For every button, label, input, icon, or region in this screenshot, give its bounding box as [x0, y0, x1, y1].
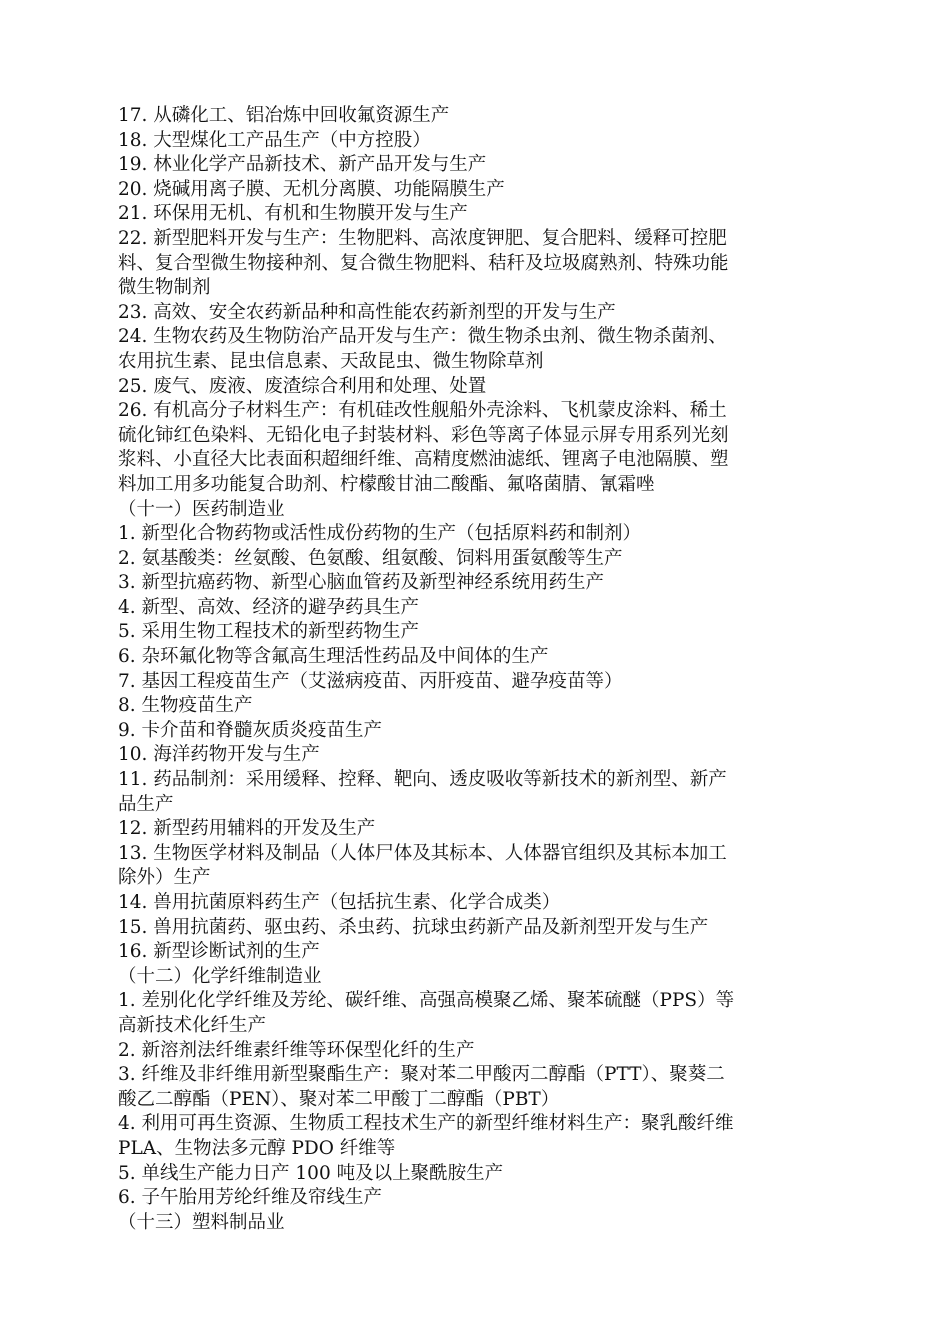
text-line: 高新技术化纤生产 [118, 1014, 267, 1036]
text-line: 4. 新型、高效、经济的避孕药具生产 [118, 596, 420, 618]
text-line: 19. 林业化学产品新技术、新产品开发与生产 [118, 154, 487, 176]
text-line: 12. 新型药用辅料的开发及生产 [118, 818, 376, 840]
text-line: 品生产 [118, 793, 174, 815]
text-line: 8. 生物疫苗生产 [118, 695, 253, 717]
text-line: 6. 杂环氟化物等含氟高生理活性药品及中间体的生产 [118, 646, 549, 668]
text-line: 6. 子午胎用芳纶纤维及帘线生产 [118, 1187, 383, 1209]
text-line: 1. 差别化化学纤维及芳纶、碳纤维、高强高模聚乙烯、聚苯硫醚（PPS）等 [118, 990, 735, 1012]
text-line: 23. 高效、安全农药新品种和高性能农药新剂型的开发与生产 [118, 301, 616, 323]
section-heading: （十二）化学纤维制造业 [118, 965, 322, 987]
text-line: 料、复合型微生物接种剂、复合微生物肥料、秸秆及垃圾腐熟剂、特殊功能 [118, 252, 729, 274]
text-line: 16. 新型诊断试剂的生产 [118, 941, 320, 963]
text-line: 7. 基因工程疫苗生产（艾滋病疫苗、丙肝疫苗、避孕疫苗等） [118, 670, 623, 692]
text-line: 微生物制剂 [118, 277, 211, 299]
text-line: 2. 氨基酸类：丝氨酸、色氨酸、组氨酸、饲料用蛋氨酸等生产 [118, 547, 623, 569]
text-line: 硫化铈红色染料、无铅化电子封装材料、彩色等离子体显示屏专用系列光刻 [118, 424, 729, 446]
text-line: 14. 兽用抗菌原料药生产（包括抗生素、化学合成类） [118, 892, 561, 913]
text-line: 18. 大型煤化工产品生产（中方控股） [118, 129, 431, 151]
text-line: 酸乙二醇酯（PEN）、聚对苯二甲酸丁二醇酯（PBT） [118, 1088, 560, 1110]
document-body [118, 104, 836, 1235]
text-line: 15. 兽用抗菌药、驱虫药、杀虫药、抗球虫药新产品及新剂型开发与生产 [118, 916, 709, 938]
text-line: 农用抗生素、昆虫信息素、天敌昆虫、微生物除草剂 [118, 350, 544, 372]
text-line: 25. 废气、废液、废渣综合利用和处理、处置 [118, 375, 487, 397]
text-line: 5. 单线生产能力日产 100 吨及以上聚酰胺生产 [118, 1162, 504, 1184]
text-line: 5. 采用生物工程技术的新型药物生产 [118, 621, 420, 643]
section-heading: （十一）医药制造业 [118, 498, 285, 520]
text-line: 22. 新型肥料开发与生产：生物肥料、高浓度钾肥、复合肥料、缓释可控肥 [118, 227, 727, 249]
text-line: 26. 有机高分子材料生产：有机硅改性舰船外壳涂料、飞机蒙皮涂料、稀土 [118, 400, 727, 422]
text-line: 除外）生产 [118, 867, 211, 889]
text-line: 3. 新型抗癌药物、新型心脑血管药及新型神经系统用药生产 [118, 572, 605, 594]
text-line: 浆料、小直径大比表面积超细纤维、高精度燃油滤纸、锂离子电池隔膜、塑 [118, 449, 729, 471]
text-line: 20. 烧碱用离子膜、无机分离膜、功能隔膜生产 [118, 178, 505, 200]
text-line: 4. 利用可再生资源、生物质工程技术生产的新型纤维材料生产：聚乳酸纤维 [118, 1113, 734, 1135]
text-line: 21. 环保用无机、有机和生物膜开发与生产 [118, 203, 468, 225]
text-line: 9. 卡介苗和脊髓灰质炎疫苗生产 [118, 719, 383, 741]
text-line: 1. 新型化合物药物或活性成份药物的生产（包括原料药和制剂） [118, 523, 642, 545]
text-line: 10. 海洋药物开发与生产 [118, 744, 320, 766]
section-heading: （十三）塑料制品业 [118, 1211, 285, 1233]
text-line: 17. 从磷化工、铝冶炼中回收氟资源生产 [118, 105, 450, 126]
text-line: 3. 纤维及非纤维用新型聚酯生产：聚对苯二甲酸丙二醇酯（PTT）、聚葵二 [118, 1064, 725, 1086]
text-line: 料加工用多功能复合助剂、柠檬酸甘油二酸酯、氟咯菌腈、氰霜唑 [118, 473, 655, 495]
text-line: PLA、生物法多元醇 PDO 纤维等 [118, 1137, 396, 1159]
text-line: 24. 生物农药及生物防治产品开发与生产：微生物杀虫剂、微生物杀菌剂、 [118, 326, 727, 348]
text-line: 2. 新溶剂法纤维素纤维等环保型化纤的生产 [118, 1039, 475, 1061]
text-line: 13. 生物医学材料及制品（人体尸体及其标本、人体器官组织及其标本加工 [118, 842, 727, 864]
text-line: 11. 药品制剂：采用缓释、控释、靶向、透皮吸收等新技术的新剂型、新产 [118, 769, 727, 791]
